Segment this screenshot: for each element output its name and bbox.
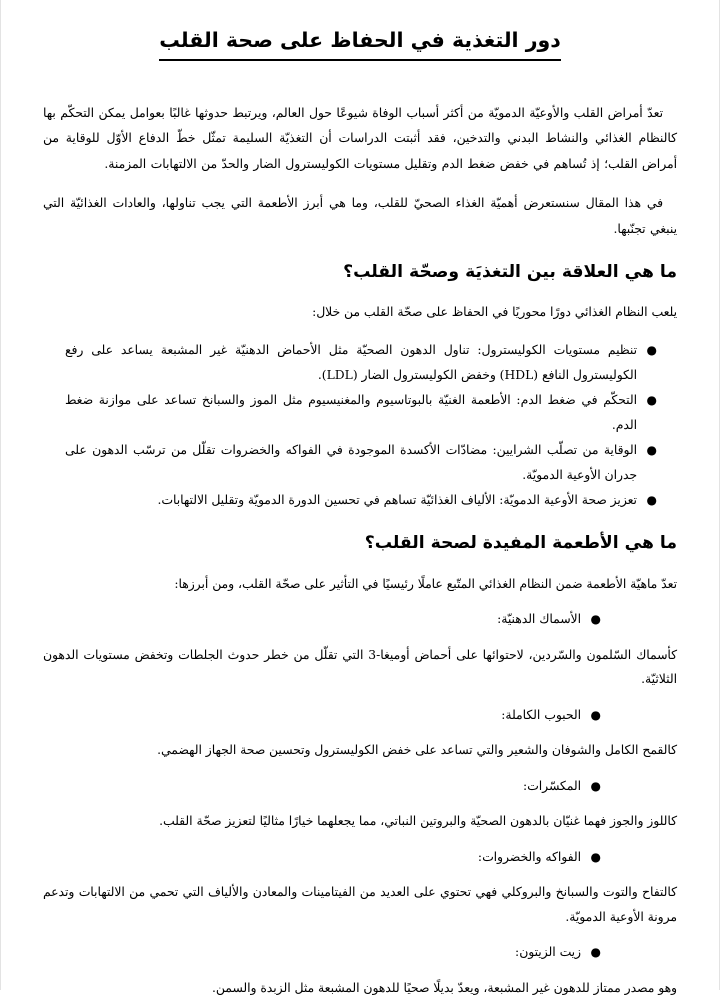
- list-item: [43, 388, 677, 437]
- food-term-text: زيت الزيتون:: [515, 945, 581, 960]
- list-item: [43, 929, 677, 1000]
- food-description: كالتفاح والتوت والسبانخ والبروكلي فهي تحتوي على العديد من الفيتامينات والمعادن والألياف التي تحمي من الالتهابات وتدعم مرونة الأوعية الدمويّة.: [43, 885, 677, 924]
- food-term: [43, 763, 677, 798]
- food-description: وهو مصدر ممتاز للدهون غير المشبعة، ويعدّ بديلًا صحيًا للدهون المشبعة مثل الزبدة والسمن.: [211, 980, 677, 995]
- food-term: [43, 929, 677, 964]
- list-item-text: تعزيز صحة الأوعية الدمويّة: الألياف الغذائيّة تساهم في تحسين الدورة الدمويّة وتقليل الالتهابات.: [157, 493, 637, 508]
- list-item: [43, 596, 677, 692]
- foods-lead-text: تعدّ ماهيّة الأطعمة ضمن النظام الغذائي المتّبع عاملًا رئيسيًا في التأثير على صحّة القلب، ومن أبرزها:: [174, 576, 677, 591]
- intro-paragraph-1: تعدّ أمراض القلب والأوعيّة الدمويّة من أكثر أسباب الوفاة شيوعًا حول العالم، ويرتبط حدوثها غالبًا بعوامل يمكن التحكّم بها كالنظام الغذائي والنشاط البدني والتدخين، فقد أثبتت الدراسات أن التغذيّة السليمة تمثّل خطّ الدفاع الأوّل للوقاية من أمراض القلب؛ إذ تُساهم في خفض ضغط الدم وتقليل مستويات الكوليسترول الضار والحدّ من الالتهابات المزمنة.: [43, 105, 677, 171]
- bullet-dot-icon: ●: [590, 778, 601, 793]
- list-item-text: الوقاية من تصلّب الشرايين: مضادّات الأكسدة الموجودة في الفواكه والخضروات تقلّل من ترسّب الدهون على جدران الأوعية الدمويّة.: [65, 443, 637, 482]
- bullet-dot-icon: ●: [646, 393, 657, 408]
- food-term: [43, 834, 677, 869]
- bullet-dot-icon: ●: [646, 443, 657, 458]
- food-description: كاللوز والجوز فهما غنيّان بالدهون الصحيّة والبروتين النباتي، مما يجعلهما خيارًا مثاليًا لتعزيز صحّة القلب.: [159, 814, 677, 829]
- food-term: [43, 692, 677, 727]
- list-item: [43, 338, 677, 387]
- list-item-text: التحكّم في ضغط الدم: الأطعمة الغنيّة بالبوتاسيوم والمغنيسيوم مثل الموز والسبانخ تساعد على موازنة ضغط الدم.: [65, 393, 637, 432]
- bullet-dot-icon: ●: [646, 493, 657, 508]
- list-item: [43, 692, 677, 763]
- food-term-text: الحبوب الكاملة:: [501, 708, 581, 723]
- list-item: [43, 488, 677, 513]
- foods-list: [43, 596, 677, 1000]
- list-item-text: تنظيم مستويات الكوليسترول: تناول الدهون الصحيّة مثل الأحماض الدهنيّة غير المشبعة يساعد على رفع الكوليسترول النافع (HDL) وخفض الكوليسترول الضار (LDL).: [65, 342, 637, 382]
- intro-paragraph-2: في هذا المقال سنستعرض أهميّة الغذاء الصحيّ للقلب، وما هي أبرز الأطعمة التي يجب تناولها، والعادات الغذائيّة التي ينبغي تجنّبها.: [43, 196, 677, 236]
- food-term-text: الفواكه والخضروات:: [477, 849, 581, 864]
- bullet-dot-icon: ●: [646, 342, 657, 357]
- bullet-dot-icon: ●: [590, 612, 601, 627]
- bullet-dot-icon: ●: [590, 849, 601, 864]
- food-description: كأسماك السّلمون والسّردين، لاحتوائها على أحماض أوميغا-3 التي تقلّل من خطر حدوث الجلطات وتخفض مستويات الدهون الثلاثيّة.: [43, 647, 677, 687]
- food-term-text: الأسماك الدهنيّة:: [497, 612, 581, 627]
- section-heading-foods: ما هي الأطعمة المفيدة لصحة القلب؟: [364, 533, 677, 554]
- list-item: [43, 438, 677, 487]
- page-title-text: دور التغذية في الحفاظ على صحة القلب: [159, 26, 561, 61]
- relationship-bullet-list: [43, 325, 677, 513]
- document-content: [43, 0, 677, 1000]
- food-term: [43, 596, 677, 631]
- bullet-dot-icon: ●: [590, 945, 601, 960]
- bullet-dot-icon: ●: [590, 708, 601, 723]
- relationship-lead-text: يلعب النظام الغذائي دورًا محوريًا في الحفاظ على صحّة القلب من خلال:: [312, 305, 677, 320]
- list-item: [43, 763, 677, 834]
- section-heading-relationship: ما هي العلاقة بين التغذيَة وصحّة القلب؟: [343, 261, 677, 282]
- food-description: كالقمح الكامل والشوفان والشعير والتي تساعد على خفض الكوليسترول وتحسين صحة الجهاز الهضمي.: [157, 743, 677, 758]
- page-title: [43, 0, 677, 61]
- food-term-text: المكسّرات:: [523, 778, 581, 793]
- list-item: [43, 834, 677, 930]
